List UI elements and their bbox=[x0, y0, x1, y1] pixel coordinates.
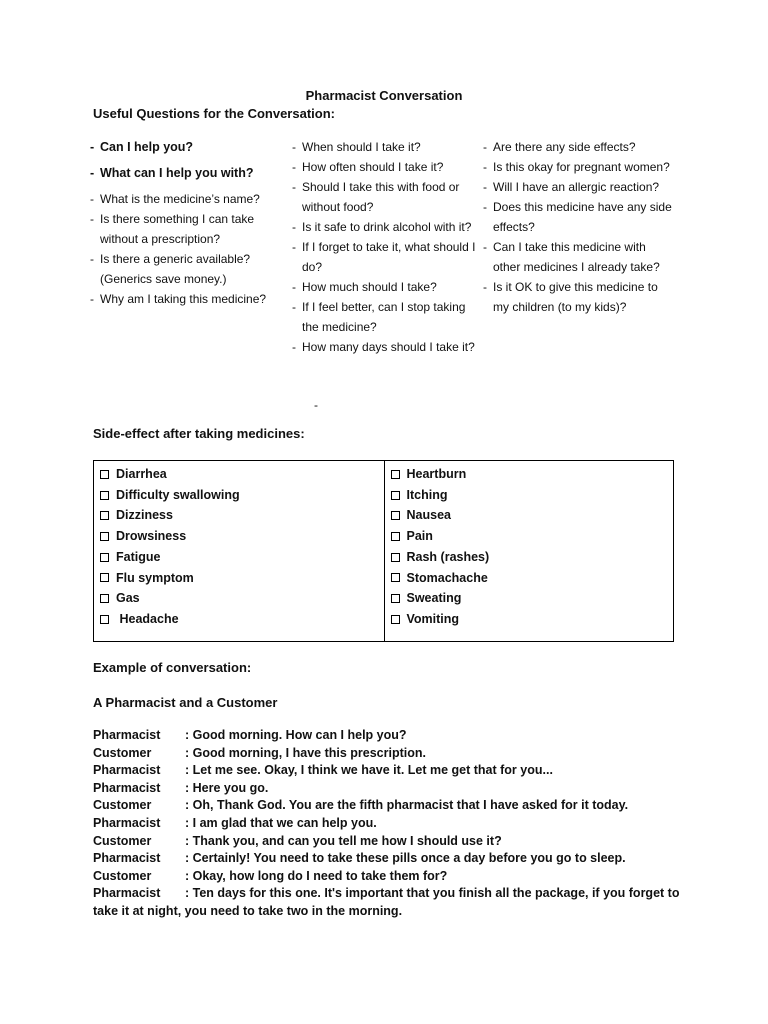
checkbox-icon bbox=[391, 553, 400, 562]
question-item: - How much should I take? bbox=[292, 277, 477, 297]
page-title: Pharmacist Conversation bbox=[305, 88, 463, 103]
speaker-name: Pharmacist bbox=[93, 728, 161, 742]
conversation-line bbox=[93, 780, 683, 798]
question-item: - Is it safe to drink alcohol with it? bbox=[292, 217, 477, 237]
side-effect-label: Difficulty swallowing bbox=[116, 487, 240, 502]
question-item: - Should I take this with food or without food? bbox=[292, 177, 477, 217]
side-effect-item bbox=[100, 609, 384, 630]
conversation-line bbox=[93, 868, 683, 886]
speaker-name: Customer bbox=[93, 833, 152, 848]
conversation-line bbox=[93, 885, 683, 903]
speaker-name: Customer bbox=[93, 868, 152, 883]
side-effect-label: Nausea bbox=[406, 508, 451, 523]
question-item: - Will I have an allergic reaction? bbox=[483, 177, 673, 197]
side-effect-label: Flu symptom bbox=[116, 570, 194, 585]
checkbox-icon bbox=[391, 573, 400, 582]
checkbox-icon bbox=[391, 470, 400, 479]
conversation-line bbox=[93, 850, 683, 868]
side-effect-label: Drowsiness bbox=[116, 529, 187, 544]
checkbox-icon bbox=[100, 511, 109, 520]
side-effect-label: Stomachache bbox=[406, 570, 488, 585]
side-effect-label: Itching bbox=[406, 487, 448, 502]
question-item: - What can I help you with? bbox=[90, 163, 280, 183]
question-item: - What is the medicine’s name? bbox=[90, 189, 280, 209]
utterance: : Thank you, and can you tell me how I should use it? bbox=[185, 833, 502, 848]
utterance: : Okay, how long do I need to take them for? bbox=[185, 868, 448, 883]
question-item: - Are there any side effects? bbox=[483, 137, 673, 157]
conversation-line bbox=[93, 745, 683, 763]
conversation-line bbox=[93, 833, 683, 851]
side-effect-item bbox=[391, 526, 674, 547]
questions-heading: Useful Questions for the Conversation: bbox=[93, 106, 335, 121]
utterance: : Oh, Thank God. You are the fifth pharmacist that I have asked for it today. bbox=[185, 798, 629, 813]
checkbox-icon bbox=[100, 532, 109, 541]
question-item: - Is it OK to give this medicine to my children (to my kids)? bbox=[483, 277, 673, 317]
question-item: - Why am I taking this medicine? bbox=[90, 289, 280, 309]
conversation bbox=[93, 727, 683, 921]
questions-column-2 bbox=[292, 137, 477, 357]
question-item: - Does this medicine have any side effects? bbox=[483, 197, 673, 237]
side-effect-label: Headache bbox=[116, 611, 179, 626]
speaker-name: Customer bbox=[93, 798, 152, 813]
utterance: : Ten days for this one. It's important that you finish all the package, if you forget to bbox=[185, 886, 680, 901]
checkbox-icon bbox=[100, 553, 109, 562]
utterance: : Let me see. Okay, I think we have it. Let me get that for you... bbox=[185, 763, 553, 778]
checkbox-icon bbox=[391, 615, 400, 624]
side-effect-label: Pain bbox=[406, 529, 433, 544]
speaker-name: Pharmacist bbox=[93, 851, 161, 866]
side-effect-label: Vomiting bbox=[406, 611, 460, 626]
side-effect-item bbox=[391, 485, 674, 506]
checkbox-icon bbox=[391, 594, 400, 603]
side-effects-table bbox=[93, 460, 674, 642]
side-effect-label: Gas bbox=[116, 591, 140, 606]
conversation-line bbox=[93, 815, 683, 833]
side-effect-label: Sweating bbox=[406, 591, 462, 606]
example-heading: Example of conversation: bbox=[93, 660, 252, 675]
utterance: : Certainly! You need to take these pills once a day before you go to sleep. bbox=[185, 851, 626, 866]
side-effect-item bbox=[100, 526, 384, 547]
checkbox-icon bbox=[391, 511, 400, 520]
question-item: - How often should I take it? bbox=[292, 157, 477, 177]
checkbox-icon bbox=[391, 532, 400, 541]
side-effects-right-column bbox=[384, 461, 674, 641]
speaker-name: Pharmacist bbox=[93, 780, 161, 795]
side-effect-label: Rash (rashes) bbox=[406, 549, 490, 564]
speaker-name: Pharmacist bbox=[93, 886, 161, 901]
side-effect-item bbox=[391, 568, 674, 589]
side-effect-label: Heartburn bbox=[406, 467, 467, 481]
side-effect-item bbox=[391, 505, 674, 526]
side-effect-label: Diarrhea bbox=[116, 467, 167, 481]
side-effect-item bbox=[391, 609, 674, 630]
question-item: - Is there something I can take without a prescription? bbox=[90, 209, 280, 249]
question-item: - Is there a generic available? (Generics save money.) bbox=[90, 249, 280, 289]
side-effect-item bbox=[100, 568, 384, 589]
side-effect-label: Dizziness bbox=[116, 508, 173, 523]
question-item: - Can I help you? bbox=[90, 137, 280, 157]
side-effect-item bbox=[100, 464, 384, 485]
questions-column-3 bbox=[483, 137, 673, 317]
questions-column-1 bbox=[90, 137, 280, 309]
checkbox-icon bbox=[100, 491, 109, 500]
speaker-name: Pharmacist bbox=[93, 815, 161, 830]
side-effects-heading: Side-effect after taking medicines: bbox=[93, 426, 305, 441]
conversation-line bbox=[93, 727, 683, 745]
speaker-name: Pharmacist bbox=[93, 763, 161, 778]
question-item: - If I forget to take it, what should I do? bbox=[292, 237, 477, 277]
side-effect-item bbox=[100, 588, 384, 609]
question-item: - If I feel better, can I stop taking the medicine? bbox=[292, 297, 477, 337]
stray-dash: - bbox=[314, 398, 318, 412]
conversation-line bbox=[93, 762, 683, 780]
side-effect-item bbox=[391, 547, 674, 568]
checkbox-icon bbox=[100, 573, 109, 582]
checkbox-icon bbox=[100, 470, 109, 479]
question-item: - Can I take this medicine with other medicines I already take? bbox=[483, 237, 673, 277]
question-item: - How many days should I take it? bbox=[292, 337, 477, 357]
question-item: - When should I take it? bbox=[292, 137, 477, 157]
conversation-line bbox=[93, 797, 683, 815]
checkbox-icon bbox=[391, 491, 400, 500]
checkbox-icon bbox=[100, 615, 109, 624]
side-effect-item bbox=[100, 485, 384, 506]
utterance: : I am glad that we can help you. bbox=[185, 815, 377, 830]
speaker-name: Customer bbox=[93, 745, 152, 760]
conversation-continuation: take it at night, you need to take two in the morning. bbox=[93, 903, 403, 918]
side-effect-item bbox=[100, 547, 384, 568]
side-effects-left-column bbox=[94, 461, 384, 641]
side-effect-item bbox=[391, 588, 674, 609]
side-effect-item bbox=[100, 505, 384, 526]
side-effect-item bbox=[391, 464, 674, 485]
utterance: : Here you go. bbox=[185, 780, 269, 795]
side-effect-label: Fatigue bbox=[116, 549, 161, 564]
utterance: : Good morning. How can I help you? bbox=[185, 728, 407, 742]
utterance: : Good morning, I have this prescription. bbox=[185, 745, 426, 760]
conversation-heading: A Pharmacist and a Customer bbox=[93, 695, 278, 710]
question-item: - Is this okay for pregnant women? bbox=[483, 157, 673, 177]
checkbox-icon bbox=[100, 594, 109, 603]
